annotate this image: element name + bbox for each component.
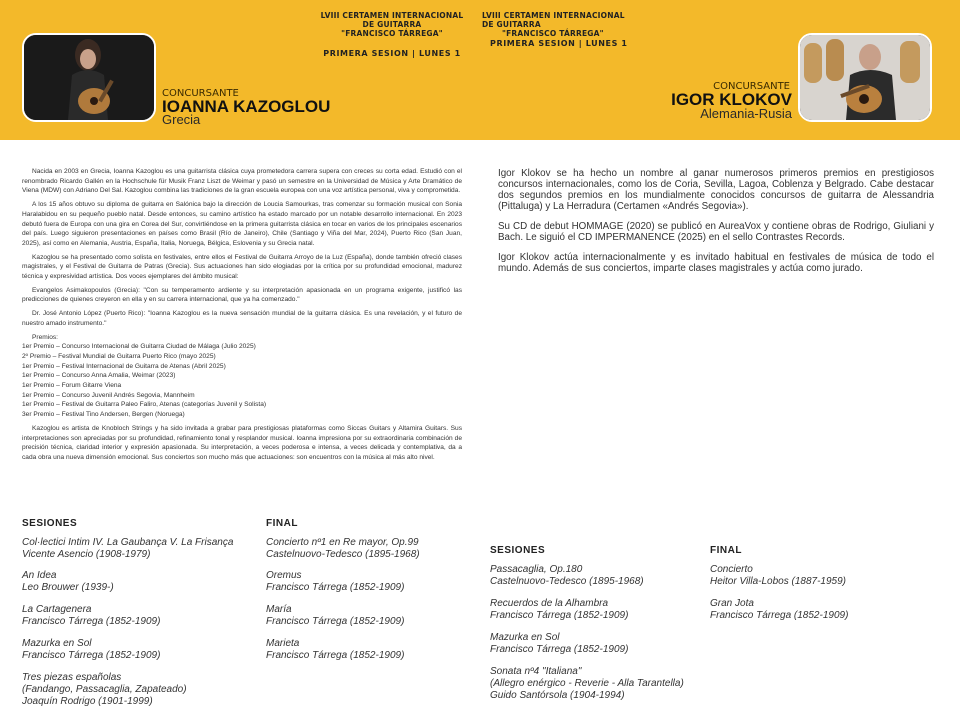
piece-composer: Vicente Asencio (1908-1979) <box>22 549 151 560</box>
program-piece <box>490 632 628 656</box>
bio-paragraph: Igor Klokov actúa internacionalmente y es invitado habitual en festivales de música de todo el mundo. Además de sus conciertos, imparte clases magistrales y actúa como jurado. <box>498 252 934 274</box>
final-heading-left: FINAL <box>266 518 298 529</box>
bio-paragraph: Su CD de debut HOMMAGE (2020) se publicó en AureaVox y contiene obras de Rodrigo, Giuliani y Bach. Le siguió el CD IMPERMANENCE (2025) en el sello Contrastes Records. <box>498 221 934 243</box>
program-piece <box>266 570 404 594</box>
program-piece <box>490 564 644 588</box>
piece-title: Mazurka en Sol <box>490 632 560 643</box>
piece-composer: Francisco Tárrega (1852-1909) <box>710 610 849 621</box>
program-piece <box>22 672 187 708</box>
piece-composer: Leo Brouwer (1939-) <box>22 582 114 593</box>
program-piece <box>266 604 404 628</box>
contestant-name-right: IGOR KLOKOV <box>671 90 792 109</box>
program-piece <box>22 604 160 628</box>
piece-composer: Francisco Tárrega (1852-1909) <box>266 582 405 593</box>
award-item: 2º Premio – Festival Mundial de Guitarra Puerto Rico (mayo 2025) <box>22 352 216 360</box>
final-heading-right: FINAL <box>710 545 742 556</box>
contestant-country-left: Grecia <box>162 112 201 127</box>
sesiones-heading-right: SESIONES <box>490 545 546 556</box>
piece-composer: Heitor Villa-Lobos (1887-1959) <box>710 576 847 587</box>
piece-title: Gran Jota <box>710 598 754 609</box>
event-title-line2: "FRANCISCO TÁRREGA" <box>502 29 604 38</box>
contestant-photo-left <box>22 33 156 122</box>
program-piece <box>22 537 233 561</box>
bio-paragraph: A los 15 años obtuvo su diploma de guitarra en Salónica bajo la dirección de Loucia Samourkas, tras comenzar su formación musical con Sonia Haralabidou en su pequeño pueblo natal. Desde entonces, su camino artístico ha estado marcado por un notable desarrollo internacional. En 2023 debutó fuera de Europa con una gira en Corea del Sur, convirtiéndose en la primera guitarrista clásica en tocar en varios de los principales escenarios del país. Luego siguieron presentaciones en países como Brasil (Río de Janeiro), Chile (Santiago y Viña del Mar, 2024), Puerto Rico (San Juan, 2025), así como en Alemania, Austria, España, Italia, Noruega, Bélgica, Eslovenia y su Grecia natal. <box>22 201 462 247</box>
piece-title: La Cartagenera <box>22 604 92 615</box>
award-item: 1er Premio – Forum Gitarre Viena <box>22 382 122 390</box>
piece-title: Concierto <box>710 564 753 575</box>
header-event-left <box>317 11 467 58</box>
piece-composer: Francisco Tárrega (1852-1909) <box>490 610 629 621</box>
program-piece <box>710 598 848 622</box>
piece-title: Recuerdos de la Alhambra <box>490 598 609 609</box>
piece-composer: Francisco Tárrega (1852-1909) <box>22 616 161 627</box>
contestant-label-left: CONCURSANTE <box>162 88 239 99</box>
guitarist-portrait-icon <box>24 35 154 120</box>
awards-list <box>22 333 462 420</box>
awards-title: Premios: <box>32 333 59 341</box>
contestant-name-left: IOANNA KAZOGLOU <box>162 97 331 116</box>
piece-composer: Castelnuovo-Tedesco (1895-1968) <box>490 576 644 587</box>
bio-quote: Evangelos Asimakopoulos (Grecia): "Con su temperamento ardiente y su interpretación apasionada en un programa exigente, justificó las predicciones de quienes creyeron en ella y en su carrera internacional, que ya ha comenzado." <box>22 286 462 304</box>
program-piece <box>266 638 404 662</box>
event-title-line1: LVIII CERTAMEN INTERNACIONAL DE GUITARRA <box>320 11 464 29</box>
piece-composer: Joaquín Rodrigo (1901-1999) <box>22 696 153 707</box>
award-item: 1er Premio – Festival de Guitarra Paleo Faliro, Atenas (categorías Juvenil y Solista) <box>22 401 267 409</box>
program-piece <box>22 570 114 594</box>
guitarist-portrait-icon <box>800 35 930 120</box>
piece-title: Sonata nº4 "Italiana" <box>490 666 582 677</box>
piece-composer: Francisco Tárrega (1852-1909) <box>266 650 405 661</box>
bio-paragraph: Kazoglou es artista de Knobloch Strings y ha sido invitada a grabar para prestigiosas plataformas como Siccas Guitars y Altamira Guitars. Sus interpretaciones son apreciadas por su profundidad, refinamiento tonal y resplandor musical. Ioanna impresiona por su extraordinaria combinación de precisión técnica, claridad interior y expresión apasionada. Su interpretación, a veces poderosa e intensa, a veces delicada y contemplativa, da a cada obra una nueva dimensión emocional. Sus conciertos son mucho más que actuaciones: son encuentros con la música al más alto nivel. <box>22 424 462 461</box>
piece-composer: Francisco Tárrega (1852-1909) <box>266 616 405 627</box>
event-title-line1: LVIII CERTAMEN INTERNACIONAL DE GUITARRA <box>482 11 625 29</box>
contestant-label-right: CONCURSANTE <box>713 81 790 92</box>
award-item: 1er Premio – Concurso Internacional de Guitarra Ciudad de Málaga (Julio 2025) <box>22 343 256 351</box>
bio-paragraph: Kazoglou se ha presentado como solista en festivales, entre ellos el Festival de Guitarra Arroyo de la Luz (España), donde también ofreció clases magistrales, y el Festival de Guitarra de Patras (Grecia). Sus actuaciones han sido elogiadas por la crítica por su profundidad emocional, madurez técnica y expresividad artística. Dos voces ejemplares del ámbito musical: <box>22 253 462 281</box>
contestant-country-right: Alemania-Rusia <box>700 106 792 121</box>
program-piece <box>710 564 846 588</box>
biography-left <box>22 167 462 467</box>
bio-paragraph: Nacida en 2003 en Grecia, Ioanna Kazoglou es una guitarrista clásica cuya prometedora carrera supera con creces su corta edad. Estudió con el renombrado Ricardo Gallén en la Hochschule für Musik Franz Liszt de Weimar y pasó un semestre en la Universidad de Música y Arte Dramático de Viena (MDW) con Adriano Del Sal. Kazoglou combina las tradiciones de la gran escuela europea con una voz artística personal, viva y comprometida. <box>22 168 462 195</box>
piece-title: Marieta <box>266 638 300 649</box>
biography-right <box>498 168 934 283</box>
piece-title: An Idea <box>22 570 57 581</box>
bio-paragraph: Igor Klokov se ha hecho un nombre al ganar numerosos primeros premios en prestigiosos concursos internacionales, como los de Coria, Sevilla, Lagoa, Coblenza y Belgrado. Cabe destacar dos segundos premios en los mundialmente conocidos concursos de guitarra de Alessandria (Pittaluga) y La Herradura (Certamen «Andrés Segovia»). <box>498 168 934 212</box>
piece-title: María <box>266 604 292 615</box>
sesiones-heading-left: SESIONES <box>22 518 78 529</box>
piece-title: Concierto nº1 en Re mayor, Op.99 <box>266 537 419 548</box>
piece-subtitle: (Allegro enérgico - Reverie - Alla Tarantella) <box>490 678 684 689</box>
contestant-photo-right <box>798 33 932 122</box>
event-title-line2: "FRANCISCO TÁRREGA" <box>341 29 443 38</box>
program-piece <box>22 638 160 662</box>
piece-title: Tres piezas españolas <box>22 672 122 683</box>
award-item: 3er Premio – Festival Tino Andersen, Bergen (Noruega) <box>22 411 185 419</box>
program-piece <box>490 598 628 622</box>
program-piece <box>266 537 420 561</box>
header-event-right <box>482 11 632 48</box>
session-label: PRIMERA SESION | LUNES 1 <box>323 49 461 58</box>
piece-composer: Francisco Tárrega (1852-1909) <box>22 650 161 661</box>
piece-composer: Castelnuovo-Tedesco (1895-1968) <box>266 549 420 560</box>
award-item: 1er Premio – Concurso Juvenil Andrés Segovia, Mannheim <box>22 391 195 399</box>
piece-title: Mazurka en Sol <box>22 638 92 649</box>
piece-composer: Francisco Tárrega (1852-1909) <box>490 644 629 655</box>
piece-title: Passacaglia, Op.180 <box>490 564 583 575</box>
session-label: PRIMERA SESION | LUNES 1 <box>490 39 628 48</box>
award-item: 1er Premio – Concurso Anna Amalia, Weimar (2023) <box>22 372 176 380</box>
piece-composer: Guido Santórsola (1904-1994) <box>490 690 625 701</box>
piece-title: Oremus <box>266 570 302 581</box>
program-piece <box>490 666 684 702</box>
piece-subtitle: (Fandango, Passacaglia, Zapateado) <box>22 684 187 695</box>
award-item: 1er Premio – Festival Internacional de Guitarra de Atenas (Abril 2025) <box>22 362 226 370</box>
piece-title: Col·lectici Intim IV. La Gaubança V. La Frisança <box>22 537 234 548</box>
bio-quote: Dr. José Antonio López (Puerto Rico): "Ioanna Kazoglou es la nueva sensación mundial de la guitarra clásica. Es una revelación, y el futuro de nuestro amado instrumento." <box>22 310 462 327</box>
